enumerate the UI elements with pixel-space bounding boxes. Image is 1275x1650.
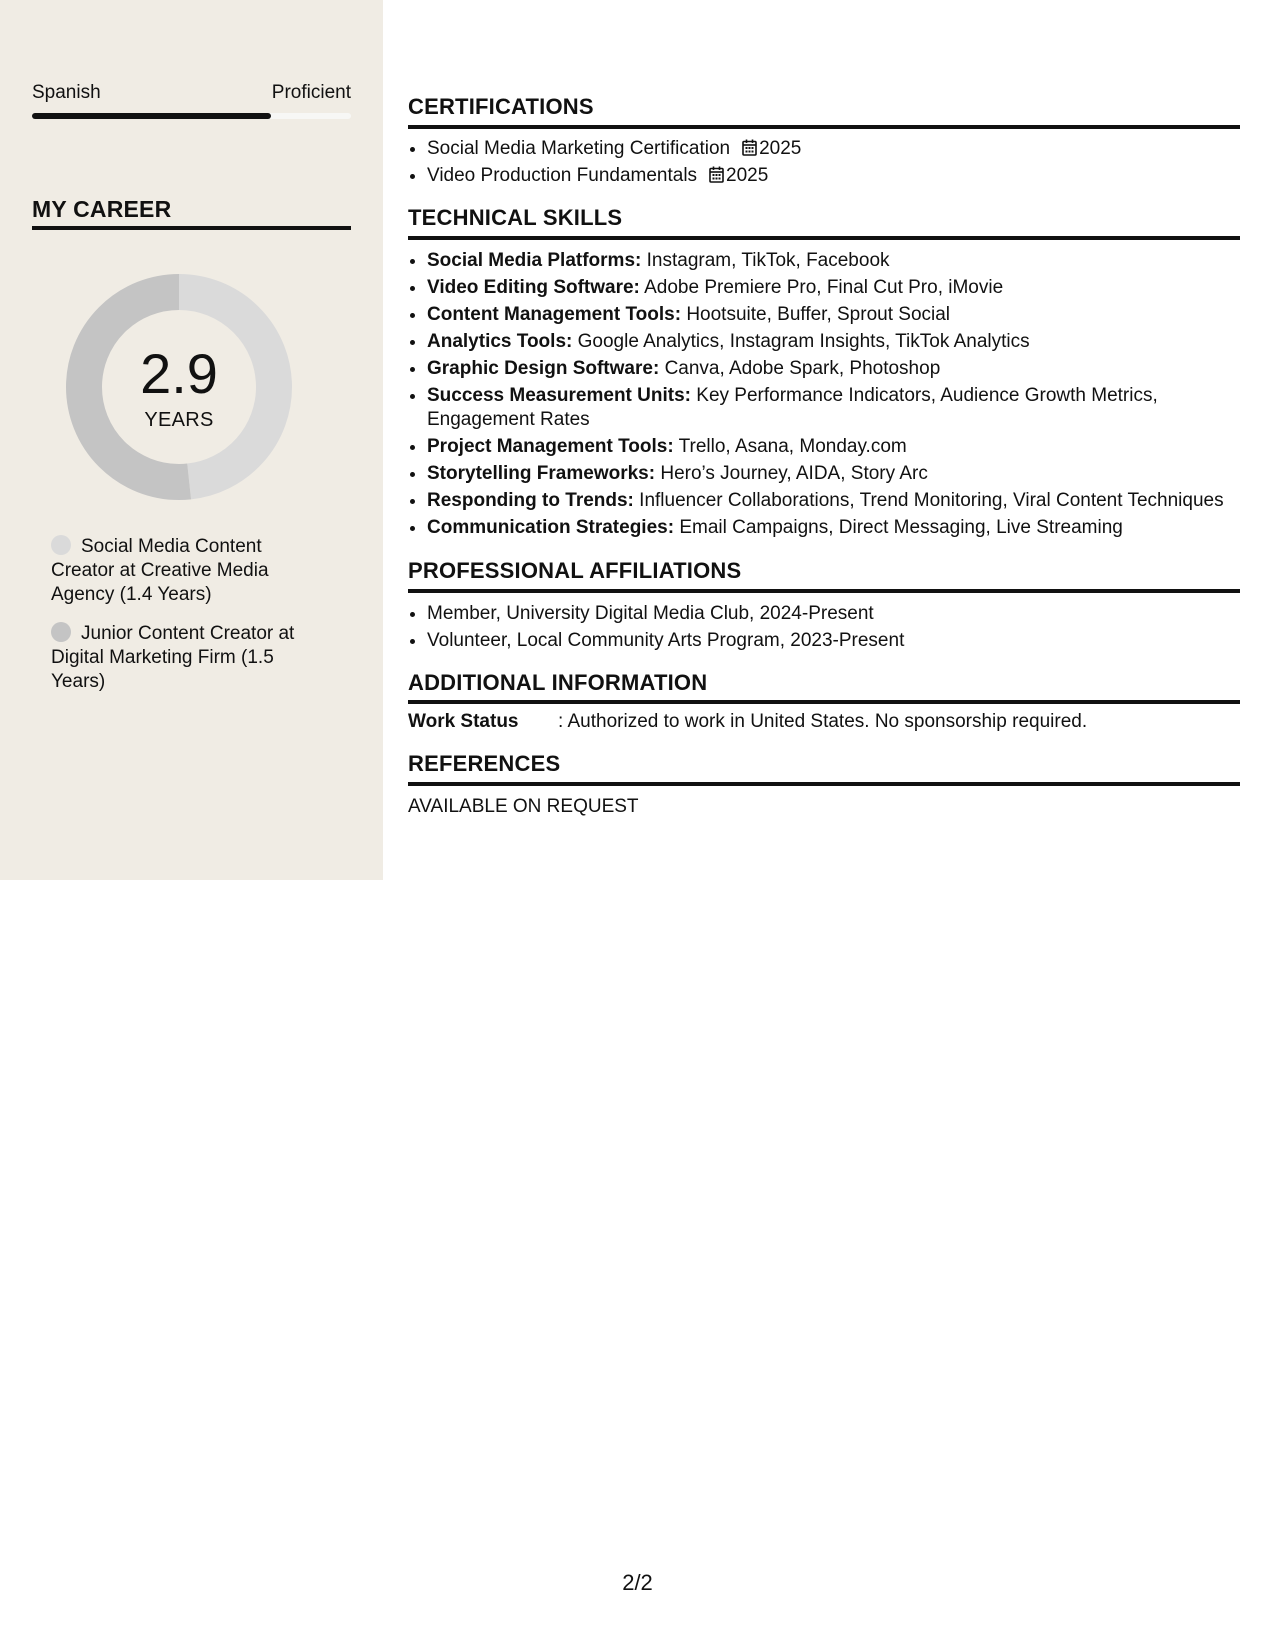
skill-label: Graphic Design Software: <box>427 358 660 379</box>
skill-value: Trello, Asana, Monday.com <box>678 436 907 457</box>
career-heading-rule <box>32 226 351 230</box>
affiliations-list <box>408 600 1227 654</box>
skill-item <box>427 384 1227 432</box>
skill-value: Key Performance Indicators, Audience Growth Metrics, Engagement Rates <box>427 385 1158 430</box>
career-role-label: Social Media Content Creator at Creative Media Agency (1.4 Years) <box>51 536 269 605</box>
skill-value: Hootsuite, Buffer, Sprout Social <box>686 304 951 325</box>
skill-item <box>427 489 1227 513</box>
certification-name: Video Production Fundamentals <box>427 165 698 186</box>
skill-value: Instagram, TikTok, Facebook <box>646 250 890 271</box>
career-heading: MY CAREER <box>32 196 172 222</box>
skill-label: Social Media Platforms: <box>427 250 642 271</box>
affiliations-rule <box>408 589 1240 593</box>
affiliations-heading: PROFESSIONAL AFFILIATIONS <box>408 558 742 583</box>
career-donut-chart <box>66 274 292 500</box>
additional-info-heading: ADDITIONAL INFORMATION <box>408 670 708 695</box>
career-total-unit: YEARS <box>144 409 214 431</box>
skill-value: Adobe Premiere Pro, Final Cut Pro, iMovie <box>644 277 1004 298</box>
skill-label: Responding to Trends: <box>427 490 634 511</box>
page-number: 2/2 <box>622 1570 653 1595</box>
skill-label: Communication Strategies: <box>427 517 675 538</box>
legend-dot-icon <box>51 535 71 555</box>
language-proficiency-fill <box>32 113 271 119</box>
work-status-label: Work Status <box>408 711 519 732</box>
skill-item <box>427 249 1227 273</box>
skill-label: Success Measurement Units: <box>427 385 691 406</box>
references-heading: REFERENCES <box>408 751 561 776</box>
certification-name: Social Media Marketing Certification <box>427 138 731 159</box>
certification-item <box>427 135 1227 162</box>
affiliation-item: • Member, University Digital Media Club, 2024-Present <box>427 600 1227 627</box>
language-row <box>32 82 351 106</box>
additional-info-rule <box>408 700 1240 704</box>
legend-dot-icon <box>51 622 71 642</box>
skill-item <box>427 276 1227 300</box>
skill-item <box>427 303 1227 327</box>
skill-label: Storytelling Frameworks: <box>427 463 656 484</box>
skill-label: Project Management Tools: <box>427 436 674 457</box>
skill-label: Analytics Tools: <box>427 331 573 352</box>
certification-year: 2025 <box>759 138 802 159</box>
language-level: Proficient <box>271 82 351 103</box>
certifications-list <box>408 135 1227 189</box>
certification-item <box>427 162 1227 189</box>
skill-label: Content Management Tools: <box>427 304 682 325</box>
skill-value: Hero’s Journey, AIDA, Story Arc <box>660 463 928 484</box>
references-rule <box>408 782 1240 786</box>
certifications-heading: CERTIFICATIONS <box>408 94 594 119</box>
technical-skills-list <box>408 249 1227 543</box>
skill-value: Influencer Collaborations, Trend Monitoring, Viral Content Techniques <box>639 490 1224 511</box>
career-legend-item <box>51 535 311 607</box>
work-status-value: : Authorized to work in United States. No sponsorship required. <box>558 711 1088 732</box>
career-legend-item <box>51 622 311 694</box>
technical-skills-rule <box>408 236 1240 240</box>
skill-label: Video Editing Software: <box>427 277 640 298</box>
calendar-icon <box>742 139 757 156</box>
certifications-rule <box>408 125 1240 129</box>
skill-value: Email Campaigns, Direct Messaging, Live Streaming <box>679 517 1123 538</box>
certification-year: 2025 <box>726 165 769 186</box>
language-name: Spanish <box>32 82 101 103</box>
sidebar <box>0 0 383 880</box>
references-text: AVAILABLE ON REQUEST <box>408 796 639 817</box>
career-total-years: 2.9 <box>140 342 218 405</box>
skill-item <box>427 330 1227 354</box>
language-proficiency-bar <box>32 113 351 119</box>
skill-item <box>427 357 1227 381</box>
skill-value: Canva, Adobe Spark, Photoshop <box>664 358 941 379</box>
calendar-icon <box>709 166 724 183</box>
skill-item <box>427 516 1227 540</box>
technical-skills-heading: TECHNICAL SKILLS <box>408 205 623 230</box>
skill-value: Google Analytics, Instagram Insights, TikTok Analytics <box>577 331 1030 352</box>
affiliation-item: • Volunteer, Local Community Arts Program, 2023-Present <box>427 627 1227 654</box>
skill-item <box>427 462 1227 486</box>
skill-item <box>427 435 1227 459</box>
career-role-label: Junior Content Creator at Digital Marketing Firm (1.5 Years) <box>51 623 295 692</box>
